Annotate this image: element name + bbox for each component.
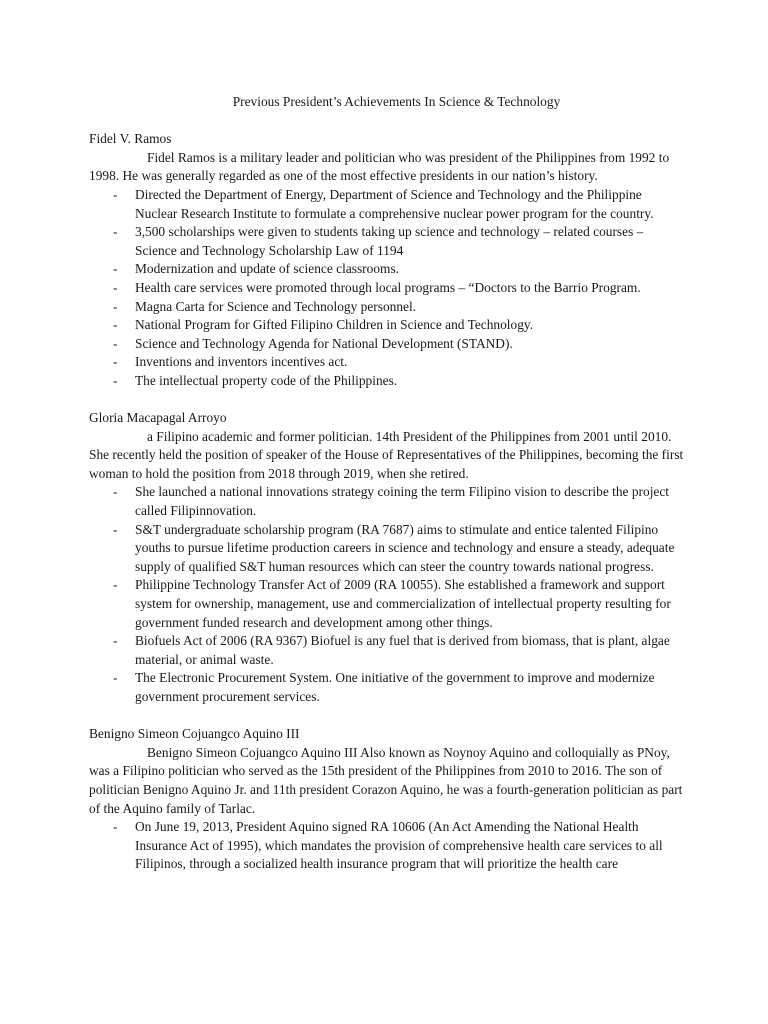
list-item (89, 279, 684, 298)
section-ramos (89, 130, 684, 390)
dash-marker: - (113, 335, 118, 351)
list-item (89, 669, 684, 706)
achievement-list (89, 483, 684, 706)
dash-marker: - (113, 521, 118, 537)
list-item (89, 576, 684, 632)
president-name: Fidel V. Ramos (89, 131, 172, 147)
list-item (89, 260, 684, 279)
achievement-list (89, 818, 684, 874)
list-item (89, 186, 684, 223)
list-item-text: Health care services were promoted through local programs – “Doctors to the Barrio Program. (135, 279, 641, 295)
list-item-text: She launched a national innovations strategy coining the term Filipino vision to describe the project called Filipinnovation. (135, 484, 670, 519)
president-intro: Benigno Simeon Cojuangco Aquino III Also known as Noynoy Aquino and colloquially as PNoy, was a Filipino politician who served as the 15th president of the Philippines from 2010 to 2016. The son of politician Benigno Aquino Jr. and 11th president Corazon Aquino, he was a fourth-generation politician as part of the Aquino family of Tarlac. (89, 744, 683, 816)
dash-marker: - (113, 633, 118, 649)
list-item (89, 298, 684, 317)
president-name: Gloria Macapagal Arroyo (89, 410, 227, 426)
dash-marker: - (113, 279, 118, 295)
list-item-text: Science and Technology Agenda for National Development (STAND). (135, 335, 513, 351)
list-item (89, 353, 684, 372)
list-item (89, 818, 684, 874)
dash-marker: - (113, 186, 118, 202)
list-item (89, 483, 684, 520)
list-item-text: On June 19, 2013, President Aquino signed RA 10606 (An Act Amending the National Health Insurance Act of 1995), which mandates the provision of comprehensive health care services to all Filipinos, through a socialized health insurance program that will prioritize the health care (135, 819, 663, 872)
list-item-text: Modernization and update of science classrooms. (135, 261, 400, 277)
dash-marker: - (113, 577, 118, 593)
dash-marker: - (113, 354, 118, 370)
list-item-text: The Electronic Procurement System. One initiative of the government to improve and modernize government procurement services. (135, 670, 655, 704)
achievement-list (89, 186, 684, 391)
dash-marker: - (113, 819, 118, 835)
section-aquino (89, 725, 684, 874)
list-item (89, 632, 684, 669)
list-item-text: Inventions and inventors incentives act. (135, 354, 348, 370)
dash-marker: - (113, 224, 118, 240)
dash-marker: - (113, 298, 118, 314)
list-item-text: National Program for Gifted Filipino Children in Science and Technology. (135, 317, 534, 333)
list-item (89, 316, 684, 335)
document-page (89, 93, 684, 893)
dash-marker: - (113, 484, 118, 500)
list-item-text: Biofuels Act of 2006 (RA 9367) Biofuel is any fuel that is derived from biomass, that is plant, algae material, or animal waste. (135, 633, 670, 667)
list-item-text: The intellectual property code of the Philippines. (135, 372, 398, 388)
list-item (89, 335, 684, 354)
section-arroyo (89, 409, 684, 707)
list-item-text: Directed the Department of Energy, Department of Science and Technology and the Philippine Nuclear Research Institute to formulate a comprehensive nuclear power program for the country. (135, 186, 654, 221)
dash-marker: - (113, 670, 118, 686)
list-item-text: S&T undergraduate scholarship program (RA 7687) aims to stimulate and entice talented Filipino youths to pursue lifetime production careers in science and technology and ensure a steady, adequate supply of qualified S&T human resources which can steer the country towards national progress. (135, 521, 675, 574)
list-item-text: Magna Carta for Science and Technology personnel. (135, 298, 417, 314)
list-item-text: Philippine Technology Transfer Act of 2009 (RA 10055). She established a framework and support system for ownership, management, use and commercialization of intellectual property resulting for government funded research and development among other things. (135, 577, 671, 630)
president-intro: a Filipino academic and former politician. 14th President of the Philippines from 2001 until 2010. She recently held the position of speaker of the House of Representatives of the Philippines, becoming the first woman to hold the position from 2018 through 2019, when she retired. (89, 428, 684, 481)
list-item (89, 223, 684, 260)
document-title: Previous President’s Achievements In Science & Technology (232, 94, 561, 109)
list-item-text: 3,500 scholarships were given to students taking up science and technology – related courses – Science and Technology Scholarship Law of 1194 (135, 224, 644, 258)
list-item (89, 372, 684, 391)
dash-marker: - (113, 372, 118, 388)
president-name: Benigno Simeon Cojuangco Aquino III (89, 726, 300, 742)
list-item (89, 521, 684, 577)
president-intro: Fidel Ramos is a military leader and politician who was president of the Philippines from 1992 to 1998. He was generally regarded as one of the most effective presidents in our nation’s history. (89, 149, 670, 184)
dash-marker: - (113, 317, 118, 333)
dash-marker: - (113, 261, 118, 277)
